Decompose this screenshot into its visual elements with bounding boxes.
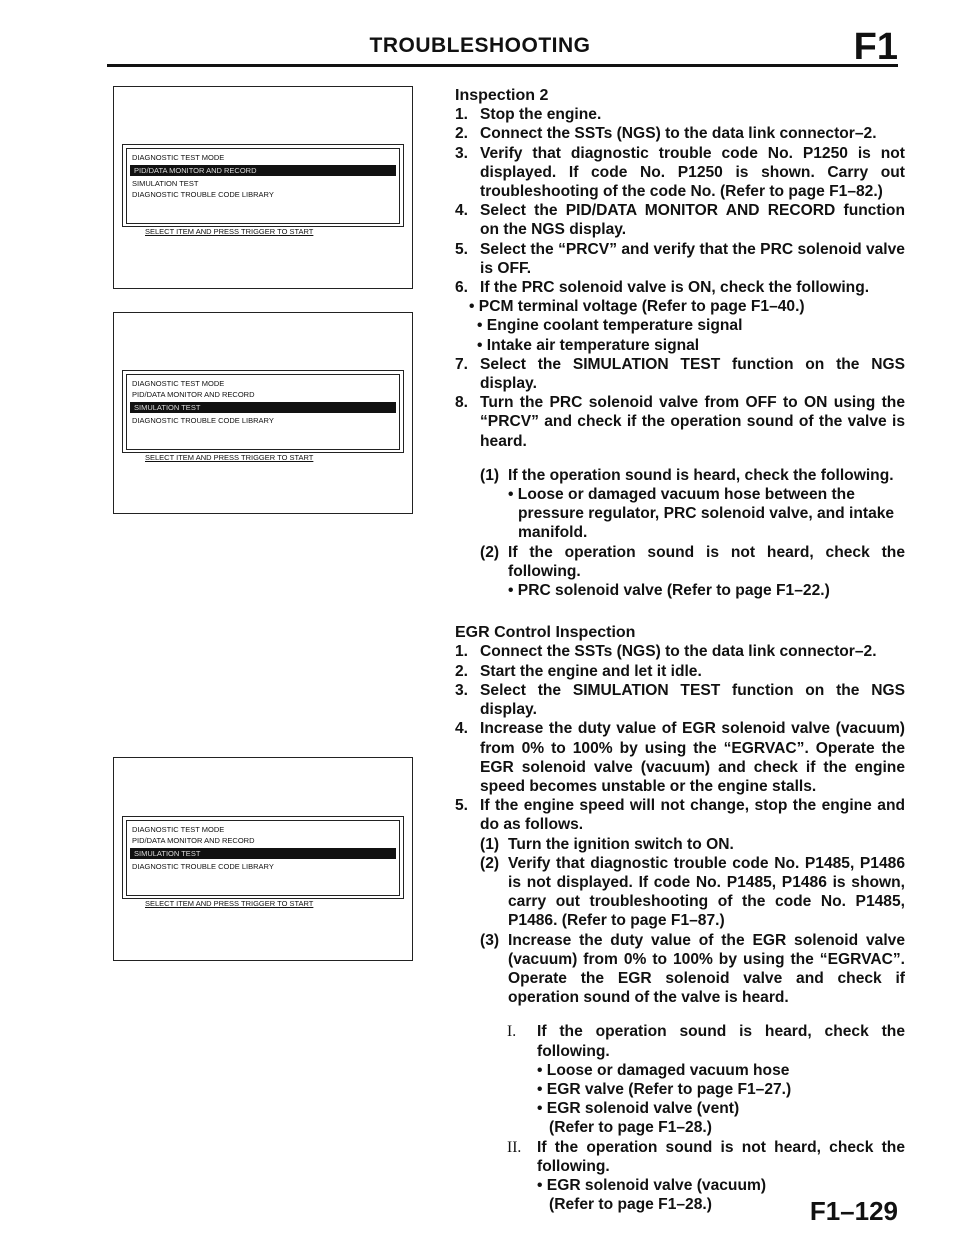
step-text: Select the SIMULATION TEST function on the NGS display. xyxy=(480,681,905,719)
step-number: 1. xyxy=(455,106,469,124)
step-text: Connect the SSTs (NGS) to the data link connector–2. xyxy=(480,643,877,661)
bullet-text: Loose or damaged vacuum hose between the pressure regulator, PRC solenoid valve, and intake manifold. xyxy=(517,486,895,542)
step-item xyxy=(455,355,905,393)
substep-item xyxy=(480,466,905,485)
substep-number: (2) xyxy=(480,543,500,561)
menu-item: PID/DATA MONITOR AND RECORD xyxy=(132,836,255,845)
substep-text: Verify that diagnostic trouble code No. P1485, P1486 is not displayed. If code No. P1485, P1486 is shown, carry out troubleshooting of the code No. P1485, P1486. (Refer to page F1–87.) xyxy=(508,854,905,930)
step-number: 3. xyxy=(455,681,469,699)
substep-group xyxy=(455,835,905,1008)
substep-group xyxy=(455,466,905,600)
step-text: Select the SIMULATION TEST function on the NGS display. xyxy=(480,355,905,393)
bullet-item: • Engine coolant temperature signal xyxy=(477,317,743,335)
figure-ngs-screen-2 xyxy=(113,312,413,514)
bullet-text: PRC solenoid valve (Refer to page F1–22.) xyxy=(517,582,830,600)
bullet-text: EGR solenoid valve (vacuum) xyxy=(546,1176,767,1194)
step-number: 4. xyxy=(455,202,469,220)
roman-item xyxy=(507,1138,905,1176)
bullet-item: • EGR solenoid valve (vent) xyxy=(537,1100,740,1118)
step-number: 2. xyxy=(455,662,469,680)
ngs-menu xyxy=(126,374,400,462)
substep-item xyxy=(480,854,905,931)
bullet-item: • PCM terminal voltage (Refer to page F1–40.) xyxy=(469,298,805,316)
menu-item: DIAGNOSTIC TROUBLE CODE LIBRARY xyxy=(132,416,274,425)
step-item xyxy=(455,240,905,278)
step-item xyxy=(455,201,905,239)
roman-number: I. xyxy=(507,1023,517,1041)
substep-text: Increase the duty value of the EGR solenoid valve (vacuum) from 0% to 100% by using the “EGRVAC”. Operate the EGR solenoid valve and check if operation sound of the valve is heard. xyxy=(508,931,905,1007)
step-number: 5. xyxy=(455,240,469,258)
bullet-item: • Intake air temperature signal xyxy=(477,336,700,354)
figure-ngs-screen-1 xyxy=(113,86,413,289)
step-item xyxy=(455,393,905,451)
substep-number: (2) xyxy=(480,854,500,872)
step-text: Turn the PRC solenoid valve from OFF to ON using the “PRCV” and check if the operation sound of the valve is heard. xyxy=(480,394,905,450)
bullet-text: EGR solenoid valve (vent) xyxy=(546,1100,740,1118)
roman-text: If the operation sound is heard, check the following. xyxy=(537,1023,905,1060)
menu-item: DIAGNOSTIC TEST MODE xyxy=(132,379,225,388)
ngs-menu xyxy=(126,148,400,236)
step-text: Start the engine and let it idle. xyxy=(480,662,702,680)
bullet-text: Intake air temperature signal xyxy=(486,336,700,354)
substep-number: (3) xyxy=(480,931,500,949)
bullet-item: • EGR valve (Refer to page F1–27.) xyxy=(537,1080,792,1098)
menu-item-selected: SIMULATION TEST xyxy=(130,402,396,413)
step-number: 6. xyxy=(455,279,469,297)
bullet-text: PCM terminal voltage (Refer to page F1–40.) xyxy=(478,298,805,316)
bullet-item: • EGR solenoid valve (vacuum) xyxy=(537,1176,767,1194)
ngs-display xyxy=(122,144,404,236)
step-item xyxy=(455,278,905,297)
menu-item: DIAGNOSTIC TEST MODE xyxy=(132,825,225,834)
page-title: TROUBLESHOOTING xyxy=(369,34,591,57)
screen-prompt: SELECT ITEM AND PRESS TRIGGER TO START xyxy=(145,227,314,236)
section-heading-egr-control: EGR Control Inspection xyxy=(455,624,636,642)
step-text: Select the “PRCV” and verify that the PRC solenoid valve is OFF. xyxy=(480,240,905,277)
menu-item: DIAGNOSTIC TROUBLE CODE LIBRARY xyxy=(132,190,274,199)
step-number: 3. xyxy=(455,144,469,162)
bullet-text: Engine coolant temperature signal xyxy=(486,317,743,335)
page-reference: (Refer to page F1–28.) xyxy=(549,1119,712,1137)
step-number: 5. xyxy=(455,797,469,815)
step-number: 7. xyxy=(455,355,469,373)
roman-number: II. xyxy=(507,1138,522,1156)
ngs-menu xyxy=(126,820,400,908)
step-item xyxy=(455,796,905,834)
step-number: 1. xyxy=(455,643,469,661)
figure-ngs-screen-3 xyxy=(113,757,413,961)
roman-text: If the operation sound is not heard, check the following. xyxy=(537,1138,905,1175)
menu-item: SIMULATION TEST xyxy=(132,179,199,188)
menu-item-selected: PID/DATA MONITOR AND RECORD xyxy=(130,165,396,176)
substep-text: If the operation sound is heard, check the following. xyxy=(508,466,894,484)
bullet-item: • Loose or damaged vacuum hose xyxy=(537,1061,790,1079)
step-text: Verify that diagnostic trouble code No. P1250 is not displayed. If code No. P1250 is shown. Carry out troubleshooting of the code No. (Refer to page F1–82.) xyxy=(480,144,905,201)
step-text: Select the PID/DATA MONITOR AND RECORD function on the NGS display. xyxy=(480,202,905,239)
menu-item: DIAGNOSTIC TEST MODE xyxy=(132,153,225,162)
screen-prompt: SELECT ITEM AND PRESS TRIGGER TO START xyxy=(145,453,314,462)
procedure-text-column xyxy=(455,86,905,1214)
header-divider xyxy=(107,64,898,67)
step-item xyxy=(455,662,905,681)
screen-prompt: SELECT ITEM AND PRESS TRIGGER TO START xyxy=(145,899,314,908)
substep-item xyxy=(480,835,905,854)
section-heading-inspection-2: Inspection 2 xyxy=(455,87,549,104)
substep-text: If the operation sound is not heard, check the following. xyxy=(508,543,905,580)
substep-number: (1) xyxy=(480,835,500,853)
step-item xyxy=(455,144,905,202)
substep-text: Turn the ignition switch to ON. xyxy=(508,835,734,853)
step-text: If the PRC solenoid valve is ON, check the following. xyxy=(480,279,870,297)
menu-item: DIAGNOSTIC TROUBLE CODE LIBRARY xyxy=(132,862,274,871)
page-number: F1–129 xyxy=(809,1196,898,1226)
step-item xyxy=(455,105,905,124)
step-item xyxy=(455,719,905,796)
bullet-text: EGR valve (Refer to page F1–27.) xyxy=(546,1080,792,1098)
step-text: If the engine speed will not change, stop the engine and do as follows. xyxy=(480,797,905,834)
roman-item xyxy=(507,1022,905,1060)
section-code: F1 xyxy=(853,26,898,68)
substep-item xyxy=(480,543,905,581)
ngs-display xyxy=(122,370,404,462)
step-number: 8. xyxy=(455,394,469,412)
step-text: Increase the duty value of EGR solenoid valve (vacuum) from 0% to 100% by using the “EGRVAC”. Operate the EGR solenoid valve (vacuum) and check if the engine speed becomes unstable or the engine stalls. xyxy=(480,720,905,795)
step-number: 4. xyxy=(455,720,469,738)
menu-item-selected: SIMULATION TEST xyxy=(130,848,396,859)
substep-item xyxy=(480,931,905,1008)
step-item xyxy=(455,642,905,661)
bullet-item: • PRC solenoid valve (Refer to page F1–22.) xyxy=(508,582,830,600)
step-item xyxy=(455,681,905,719)
substep-number: (1) xyxy=(480,466,500,484)
bullet-text: Loose or damaged vacuum hose xyxy=(546,1061,790,1079)
ngs-display xyxy=(122,816,404,908)
step-text: Stop the engine. xyxy=(480,106,602,124)
bullet-item: • Loose or damaged vacuum hose between the pressure regulator, PRC solenoid valve, and intake manifold. xyxy=(508,486,895,542)
step-text: Connect the SSTs (NGS) to the data link connector–2. xyxy=(480,125,877,143)
step-item xyxy=(455,124,905,143)
page-reference: (Refer to page F1–28.) xyxy=(549,1196,712,1214)
menu-item: PID/DATA MONITOR AND RECORD xyxy=(132,390,255,399)
step-number: 2. xyxy=(455,125,469,143)
roman-group xyxy=(455,1022,905,1214)
